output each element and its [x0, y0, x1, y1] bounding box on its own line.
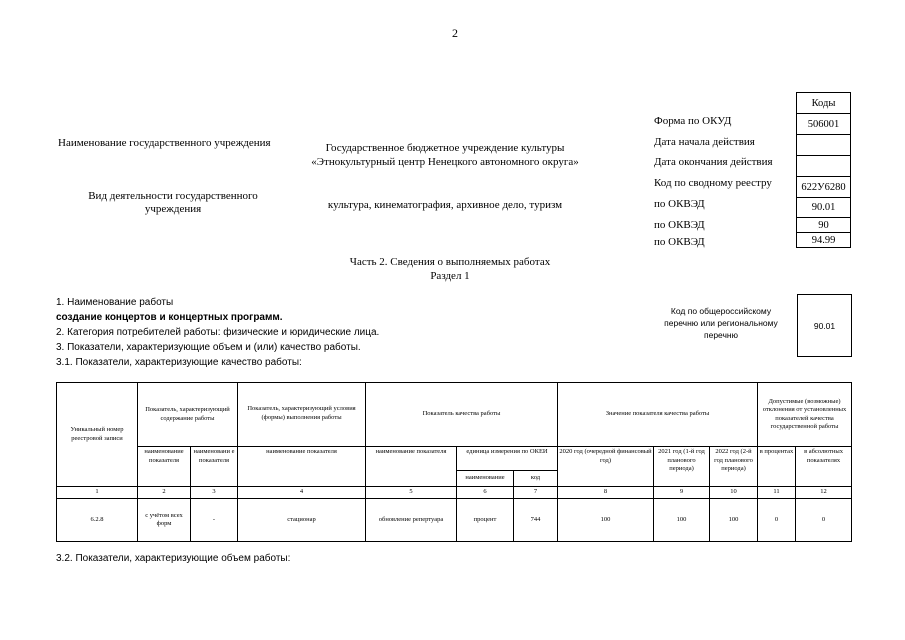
- institution-label: Наименование государственного учреждения: [58, 137, 271, 149]
- col-number: 4: [238, 487, 366, 499]
- page-number: 2: [452, 26, 458, 40]
- cell-deviation-absolute: 0: [796, 499, 852, 542]
- registry-label: [646, 305, 796, 341]
- cell-value-2022: 100: [710, 499, 758, 542]
- activity-label: [58, 190, 288, 216]
- cell-deviation-percent: 0: [758, 499, 796, 542]
- label-okud: Форма по ОКУД: [654, 115, 732, 127]
- col-number: 11: [758, 487, 796, 499]
- subheader-content-name-1: наименование показателя: [138, 447, 191, 487]
- part-heading: [300, 255, 600, 283]
- header-quality: Показатель качества работы: [366, 383, 558, 447]
- activity-label-line2: учреждения: [144, 203, 202, 215]
- col-number: 2: [138, 487, 191, 499]
- subheader-unit-code: код: [514, 471, 558, 487]
- work-item-3-2: 3.2. Показатели, характеризующие объем работы:: [56, 553, 291, 564]
- col-number: 1: [57, 487, 138, 499]
- activity-value: культура, кинематография, архивное дело, туризм: [327, 199, 563, 211]
- codes-table: [796, 92, 851, 248]
- subheader-2021: 2021 год (1-й год планового периода): [654, 447, 710, 487]
- header-deviation: Допустимые (возможные) отклонения от установленных показателей качества государственной работы: [758, 383, 852, 447]
- col-number: 9: [654, 487, 710, 499]
- subheader-2020: 2020 год (очередной финансовый год): [558, 447, 654, 487]
- code-start-date: [797, 135, 851, 156]
- subheader-absolute: в абсолютных показателях: [796, 447, 852, 487]
- work-item-1: 1. Наименование работы: [56, 297, 174, 308]
- label-okved-2: по ОКВЭД: [654, 219, 705, 231]
- registry-label-line1: Код по общероссийскому: [670, 306, 772, 316]
- header-content: Показатель, характеризующий содержание работы: [138, 383, 238, 447]
- code-okved-1: 90.01: [797, 198, 851, 218]
- cell-quality-name: обновление репертуара: [366, 499, 457, 542]
- work-item-3-1: 3.1. Показатели, характеризующие качество работы:: [56, 357, 302, 368]
- cell-condition: стационар: [238, 499, 366, 542]
- cell-value-2021: 100: [654, 499, 710, 542]
- label-registry: Код по сводному реестру: [654, 177, 772, 189]
- activity-label-line1: Вид деятельности государственного: [88, 190, 258, 202]
- subheader-2022: 2022 год (2-й год планового периода): [710, 447, 758, 487]
- table-row: [57, 499, 852, 542]
- code-okved-2: 90: [797, 218, 851, 233]
- subheader-unit: единица измерения по ОКЕИ: [457, 447, 558, 471]
- work-item-3: 3. Показатели, характеризующие объем и (или) качество работы.: [56, 342, 361, 353]
- cell-unique-number: 6.2.8: [57, 499, 138, 542]
- codes-header: Коды: [797, 93, 851, 114]
- code-registry: 622У6280: [797, 177, 851, 198]
- col-number: 3: [191, 487, 238, 499]
- subheader-condition-name: наименование показателя: [238, 447, 366, 487]
- cell-value-2020: 100: [558, 499, 654, 542]
- header-values: Значение показателя качества работы: [558, 383, 758, 447]
- header-unique-number: Уникальный номер реестровой записи: [57, 383, 138, 487]
- code-okud: 506001: [797, 114, 851, 135]
- subheader-quality-name: наименование показателя: [366, 447, 457, 487]
- col-number: 5: [366, 487, 457, 499]
- col-number: 8: [558, 487, 654, 499]
- col-number: 10: [710, 487, 758, 499]
- cell-unit-code: 744: [514, 499, 558, 542]
- cell-content-1: с учётом всех форм: [138, 499, 191, 542]
- cell-unit-name: процент: [457, 499, 514, 542]
- label-okved-3: по ОКВЭД: [654, 236, 705, 248]
- work-item-2: 2. Категория потребителей работы: физические и юридические лица.: [56, 327, 380, 338]
- part-title: Часть 2. Сведения о выполняемых работах: [349, 256, 551, 268]
- col-number: 6: [457, 487, 514, 499]
- quality-table: [56, 382, 852, 542]
- label-end-date: Дата окончания действия: [654, 156, 773, 168]
- institution-name-line2: «Этнокультурный центр Ненецкого автономного округа»: [311, 156, 579, 168]
- column-numbers-row: [57, 487, 852, 499]
- col-number: 7: [514, 487, 558, 499]
- label-okved-1: по ОКВЭД: [654, 198, 705, 210]
- section-title: Раздел 1: [430, 270, 470, 282]
- subheader-percent: в процентах: [758, 447, 796, 487]
- registry-code-box: 90.01: [797, 294, 852, 357]
- registry-label-line3: перечню: [704, 330, 738, 340]
- header-conditions: Показатель, характеризующий условия (формы) выполнения работы: [238, 383, 366, 447]
- cell-content-2: -: [191, 499, 238, 542]
- institution-name-line1: Государственное бюджетное учреждение культуры: [325, 142, 565, 154]
- subheader-content-name-2: наименовани е показателя: [191, 447, 238, 487]
- work-info: [56, 295, 379, 370]
- subheader-unit-name: наименование: [457, 471, 514, 487]
- col-number: 12: [796, 487, 852, 499]
- code-okved-3: 94.99: [797, 233, 851, 248]
- code-end-date: [797, 156, 851, 177]
- work-name: создание концертов и концертных программ.: [56, 312, 283, 323]
- institution-name: [290, 141, 600, 169]
- label-start-date: Дата начала действия: [654, 136, 755, 148]
- registry-label-line2: перечню или региональному: [664, 318, 778, 328]
